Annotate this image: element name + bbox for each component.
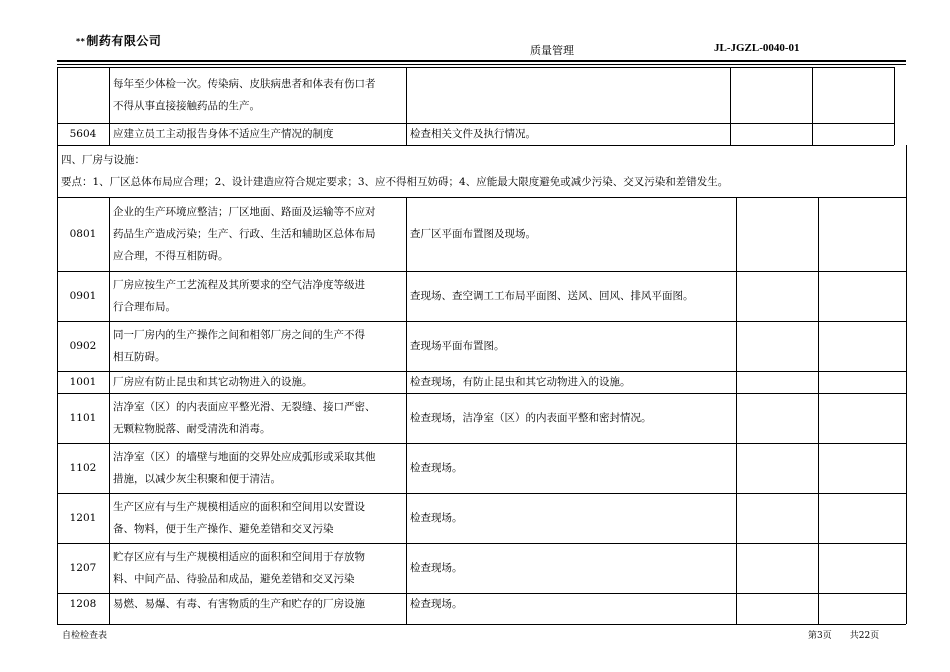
requirement-line: 企业的生产环境应整洁；厂区地面、路面及运输等不应对	[113, 206, 376, 218]
requirement-line: 相互防碍。	[113, 351, 166, 363]
item-number	[57, 393, 109, 443]
requirement-line: 不得从事直接接触药品的生产。	[113, 100, 260, 112]
check-method-text: 检查现场。	[410, 512, 463, 524]
requirement-line: 洁净室（区）的墙壁与地面的交界处应成弧形或采取其他	[113, 451, 376, 463]
table-rule	[736, 197, 737, 624]
requirement-cell	[109, 543, 406, 593]
requirement-line: 备、物料，便于生产操作、避免差错和交叉污染	[113, 523, 334, 535]
item-number	[57, 271, 109, 321]
item-number-text: 1207	[69, 562, 97, 574]
check-method-text: 检查现场，有防止昆虫和其它动物进入的设施。	[410, 376, 631, 388]
requirement-line: 措施，以减少灰尘积聚和便于清洁。	[113, 473, 281, 485]
check-method	[406, 197, 736, 271]
item-number-text: 0801	[69, 228, 97, 240]
check-method	[406, 593, 736, 615]
table-rule	[406, 197, 407, 624]
requirement-line: 厂房应按生产工艺流程及其所要求的空气洁净度等级进	[113, 279, 365, 291]
department-title: 质量管理	[530, 44, 574, 57]
check-method	[406, 321, 736, 371]
requirement-line: 药品生产造成污染；生产、行政、生活和辅助区总体布局	[113, 228, 376, 240]
check-method	[406, 493, 736, 543]
form-name: 自检检查表	[62, 631, 108, 641]
requirement-cell	[109, 67, 406, 123]
requirement-cell	[109, 593, 406, 615]
section-header	[57, 149, 906, 197]
table-rule	[109, 197, 110, 624]
check-method	[406, 67, 730, 123]
document-code: JL-JGZL-0040-01	[714, 42, 800, 54]
check-method-text: 查现场、查空调工工布局平面图、送风、回风、排风平面图。	[410, 290, 694, 302]
requirement-line: 易燃、易爆、有毒、有害物质的生产和贮存的厂房设施	[113, 598, 365, 610]
check-method-text: 检查相关文件及执行情况。	[410, 128, 536, 140]
check-method	[406, 393, 736, 443]
requirement-cell	[109, 123, 406, 145]
requirement-cell	[109, 443, 406, 493]
item-number	[57, 493, 109, 543]
item-number-text: 0901	[69, 290, 97, 302]
requirement-cell	[109, 371, 406, 393]
item-number	[57, 371, 109, 393]
check-method-text: 查厂区平面布置图及现场。	[410, 228, 536, 240]
table-rule	[730, 67, 731, 145]
requirement-line: 行合理布局。	[113, 301, 176, 313]
table-rule	[57, 197, 58, 624]
table-rule	[906, 145, 907, 197]
requirement-line: 料、中间产品、待验品和成品，避免差错和交叉污染	[113, 573, 355, 585]
table-rule	[818, 197, 819, 624]
item-number	[57, 67, 109, 123]
table-rule	[406, 67, 407, 145]
requirement-line: 洁净室（区）的内表面应平整光滑、无裂缝、接口严密、	[113, 401, 376, 413]
item-number-text: 5604	[69, 128, 97, 140]
item-number-text: 1101	[69, 412, 97, 424]
check-method-text: 检查现场。	[410, 562, 463, 574]
item-number-text: 0902	[69, 340, 97, 352]
requirement-line: 每年至少体检一次。传染病、皮肤病患者和体表有伤口者	[113, 78, 376, 90]
table-rule	[57, 67, 58, 145]
requirement-cell	[109, 197, 406, 271]
requirement-cell	[109, 271, 406, 321]
item-number	[57, 123, 109, 145]
check-method-text: 查现场平面布置图。	[410, 340, 505, 352]
requirement-line: 应合理，不得互相防碍。	[113, 250, 229, 262]
table-rule	[57, 145, 894, 146]
footer-rule	[57, 624, 906, 625]
section-summary: 要点：1、厂区总体布局应合理；2、设计建造应符合规定要求；3、应不得相互妨碍；4、应能最大限度避免或减少污染、交叉污染和差错发生。	[61, 176, 729, 188]
item-number	[57, 593, 109, 615]
header-rule	[57, 60, 906, 62]
item-number	[57, 197, 109, 271]
table-rule	[109, 67, 110, 145]
requirement-line: 无颗粒物脱落、耐受清洗和消毒。	[113, 423, 271, 435]
check-method	[406, 443, 736, 493]
check-method	[406, 271, 736, 321]
header-rule-thin	[57, 64, 906, 65]
item-number	[57, 443, 109, 493]
requirement-line: 厂房应有防止昆虫和其它动物进入的设施。	[113, 376, 313, 388]
check-method	[406, 543, 736, 593]
table-rule	[57, 145, 58, 197]
item-number-text: 1102	[69, 462, 97, 474]
table-rule	[894, 67, 895, 145]
requirement-line: 应建立员工主动报告身体不适应生产情况的制度	[113, 128, 334, 140]
table-rule	[906, 197, 907, 624]
check-method	[406, 371, 736, 393]
item-number-text: 1208	[69, 598, 97, 610]
requirement-cell	[109, 321, 406, 371]
requirement-cell	[109, 493, 406, 543]
requirement-cell	[109, 393, 406, 443]
item-number	[57, 321, 109, 371]
section-title: 四、厂房与设施：	[61, 154, 145, 166]
requirement-line: 同一厂房内的生产操作之间和相邻厂房之间的生产不得	[113, 329, 365, 341]
requirement-line: 生产区应有与生产规模相适应的面积和空间用以安置设	[113, 501, 365, 513]
check-method-text: 检查现场。	[410, 462, 463, 474]
check-method	[406, 123, 730, 145]
check-method-text: 检查现场。	[410, 598, 463, 610]
page-info: 第3页 共22页	[808, 631, 880, 641]
table-rule	[812, 67, 813, 145]
requirement-line: 贮存区应有与生产规模相适应的面积和空间用于存放物	[113, 551, 365, 563]
company-name: **制药有限公司	[76, 34, 162, 48]
item-number-text: 1001	[69, 376, 97, 388]
item-number-text: 1201	[69, 512, 97, 524]
item-number	[57, 543, 109, 593]
check-method-text: 检查现场，洁净室（区）的内表面平整和密封情况。	[410, 412, 652, 424]
